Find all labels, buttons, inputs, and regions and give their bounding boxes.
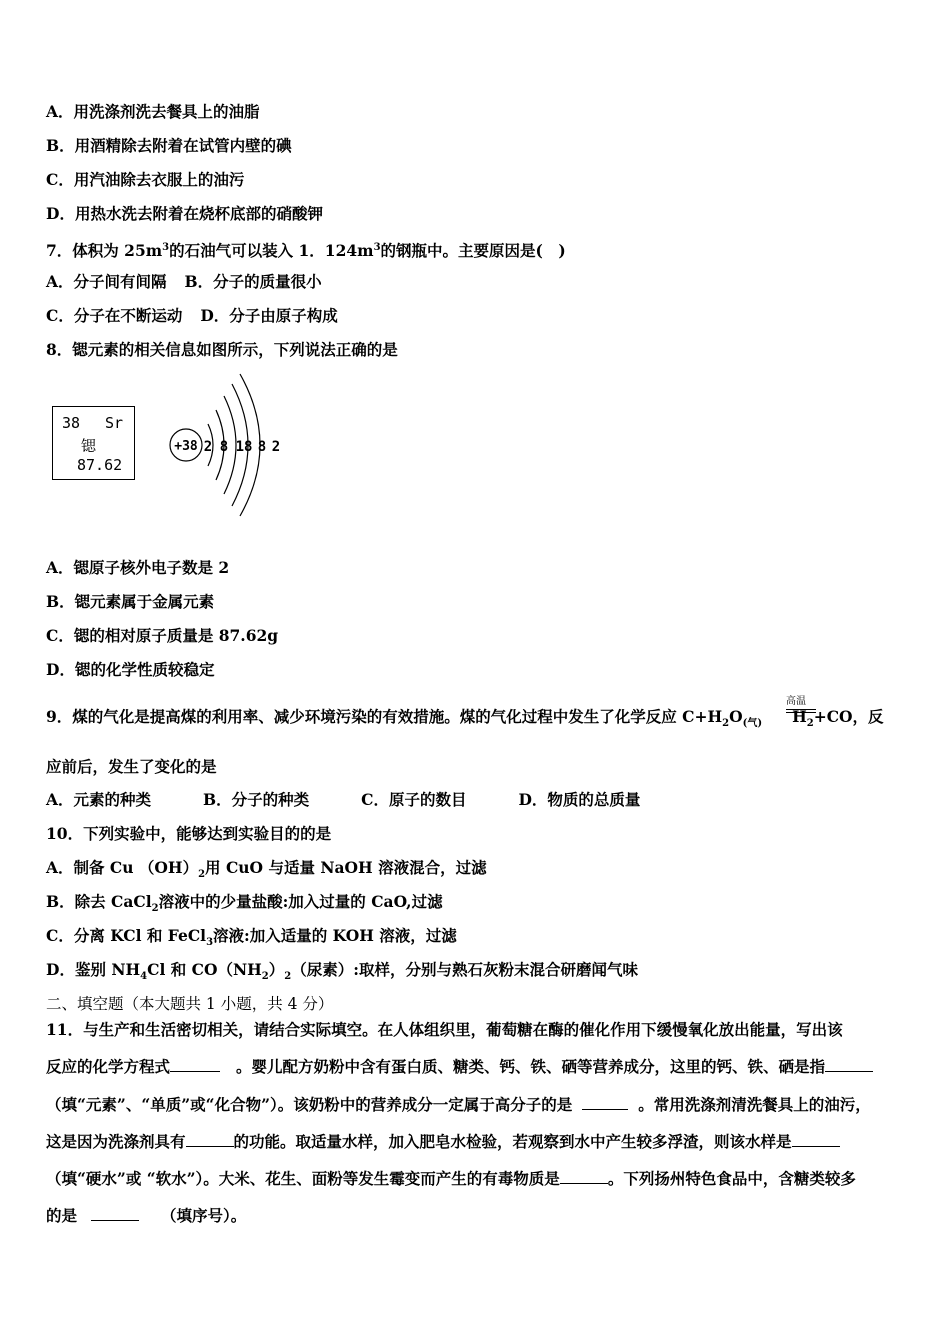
element-name: 锶 [81,437,97,455]
q7-options-row2 [46,306,338,326]
atomic-number: 38 [62,414,81,432]
q11-line-3: （填“元素”、“单质”或“化合物”）。该奶粉中的营养成分一定属于高分子的是 。常用洗涤剂清洗餐具上的油污， [46,1095,871,1114]
q10-option-a: A．制备 Cu $(OH)_2$用 CuO 与适量 NaOH 溶液混合，过滤 [46,858,487,881]
nucleus-charge: +38 [174,439,198,454]
q7-option-a: A．分子间有间隔 [46,272,167,291]
shell-electrons-4: 8 [257,439,267,455]
q10-option-d: D．鉴别 $NH_4Cl$ 和 $CO(NH_2)_2$（尿素）:取样，分别与熟石灰粉末混合研磨闻气味 [46,960,638,983]
shell-electrons-2: 8 [219,439,229,455]
q11-line-6: 的是 （填序号）。 [46,1206,247,1225]
answer-blank-5[interactable] [792,1132,840,1147]
q6-option-a: A．用洗涤剂洗去餐具上的油脂 [46,102,260,121]
q10-stem: 10．下列实验中，能够达到实验目的的是 [46,824,332,843]
q7-option-d: D．分子由原子构成 [200,306,338,325]
answer-blank-4[interactable] [186,1132,234,1147]
q6-option-d: D．用热水洗去附着在烧杯底部的硝酸钾 [46,204,323,223]
shell-electrons-3: 18 [235,439,253,455]
element-symbol: Sr [105,414,124,432]
shell-electrons-5: 2 [271,439,281,455]
q9-option-b: B．分子的种类 [203,790,310,809]
shell-electrons-1: 2 [203,439,213,455]
section-heading-fill-in: 二、填空题（本大题共 1 小题，共 4 分） [46,995,334,1013]
q9-option-c: C．原子的数目 [361,790,467,809]
answer-blank-2[interactable] [825,1057,873,1072]
q9-option-a: A．元素的种类 [46,790,152,809]
q10-option-b: B．除去 CaCl$_2$溶液中的少量盐酸:加入过量的 CaO,过滤 [46,892,443,915]
q9-option-d: D．物质的总质量 [518,790,641,809]
q7-option-b: B．分子的质量很小 [184,272,322,291]
q11-line-1: 11．与生产和生活密切相关，请结合实际填空。在人体组织里，葡萄糖在酶的催化作用下缓慢氧化放出能量，写出该 [46,1020,843,1039]
q6-option-b: B．用酒精除去附着在试管内壁的碘 [46,136,292,155]
answer-blank-3[interactable] [582,1095,628,1110]
q7-option-c: C．分子在不断运动 [46,306,183,325]
atom-structure-diagram [164,372,294,517]
answer-blank-6[interactable] [560,1169,608,1184]
strontium-element-card [52,406,135,480]
answer-blank-7[interactable] [91,1206,139,1221]
q8-option-b: B．锶元素属于金属元素 [46,592,215,611]
q11-line-2: 反应的化学方程式 。婴儿配方奶粉中含有蛋白质、糖类、钙、铁、硒等营养成分，这里的钙、铁、硒是指 [46,1057,873,1077]
q8-stem: 8．锶元素的相关信息如图所示，下列说法正确的是 [46,340,398,359]
q8-option-a: A．锶原子核外电子数是 2 [46,558,230,577]
q8-option-d: D．锶的化学性质较稳定 [46,660,215,679]
q9-stem: 9．煤的气化是提高煤的利用率、减少环境污染的有效措施。煤的气化过程中发生了化学反应 $C+H_2O_{(气)}$ $H_2+CO$，反 [46,707,884,730]
q10-option-c: C．分离 KCl 和 FeCl$_3$溶液:加入适量的 KOH 溶液，过滤 [46,926,457,949]
q7-options-row1 [46,272,322,292]
q6-option-c: C．用汽油除去衣服上的油污 [46,170,245,189]
q7-stem: 7．体积为 $25m^3$的石油气可以装入 1．$124m^3$的钢瓶中。主要原因是( ) [46,241,566,261]
atomic-mass: 87.62 [77,456,123,474]
q8-option-c: C．锶的相对原子质量是 87.62g [46,626,279,645]
reaction-condition: 高温 [786,692,816,713]
q11-line-4: 这是因为洗涤剂具有 的功能。取适量水样，加入肥皂水检验，若观察到水中产生较多浮渣，则该水样是 [46,1132,840,1152]
q9-stem-continued: 应前后，发生了变化的是 [46,757,217,776]
q9-options [46,790,640,810]
answer-blank-1[interactable] [170,1057,220,1072]
q11-line-5: （填“硬水”或 “软水”）。大米、花生、面粉等发生霉变而产生的有毒物质是 。下列扬州特色食品中，含糖类较多 [46,1169,856,1188]
